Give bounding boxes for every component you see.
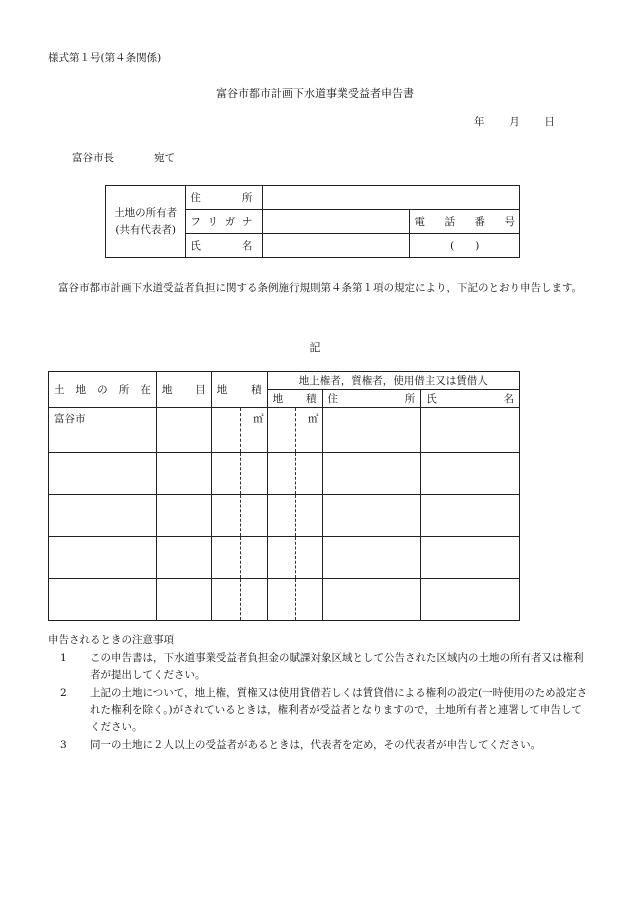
header-rights-name: 氏 名: [421, 390, 520, 408]
date-year: 年: [474, 116, 485, 128]
area-unit-cell: [240, 579, 267, 621]
area-unit-cell: [240, 495, 267, 537]
rights-name-cell[interactable]: [421, 495, 520, 537]
location-cell[interactable]: 富谷市: [49, 408, 157, 453]
furigana-field[interactable]: [263, 210, 410, 234]
document-title: 富谷市都市計画下水道事業受益者申告書: [216, 87, 414, 100]
area-cell[interactable]: [211, 408, 240, 453]
rights-area-cell[interactable]: [267, 408, 295, 453]
category-cell[interactable]: [156, 579, 211, 621]
tel-field[interactable]: ( ): [410, 234, 520, 258]
header-rights-group: 地上権者，質権者，使用借主又は賃借人: [267, 372, 519, 390]
rights-area-unit-cell: [295, 537, 322, 579]
furigana-label: フ リ ガ ナ: [186, 210, 263, 234]
rights-name-cell[interactable]: [421, 579, 520, 621]
area-cell[interactable]: [211, 537, 240, 579]
tel-label: 電 話 番 号: [410, 210, 520, 234]
owner-label-line1: 土地の所有者: [114, 206, 178, 219]
category-cell[interactable]: [156, 408, 211, 453]
rights-name-cell[interactable]: [421, 408, 520, 453]
owner-label: [106, 186, 186, 258]
rights-address-cell[interactable]: [322, 408, 421, 453]
address-label: 住 所: [186, 186, 263, 210]
location-cell[interactable]: [49, 495, 157, 537]
rights-address-cell[interactable]: [322, 453, 421, 495]
rights-name-cell[interactable]: [421, 537, 520, 579]
category-cell[interactable]: [156, 537, 211, 579]
name-label: 氏 名: [186, 234, 263, 258]
addressee: [72, 150, 175, 165]
rights-area-unit-cell: [295, 495, 322, 537]
category-cell[interactable]: [156, 495, 211, 537]
owner-label-line2: (共有代表者): [115, 223, 177, 236]
declaration-paragraph: 富谷市都市計画下水道受益者負担に関する条例施行規則第４条第１項の規定により，下記のとおり申告します。: [58, 282, 583, 294]
land-table: [48, 371, 520, 621]
rights-name-cell[interactable]: [421, 453, 520, 495]
category-cell[interactable]: [156, 453, 211, 495]
area-cell[interactable]: [211, 453, 240, 495]
location-cell[interactable]: [49, 579, 157, 621]
location-cell[interactable]: [49, 453, 157, 495]
address-field[interactable]: [263, 186, 520, 210]
table-row: [49, 579, 520, 621]
note-item: 2 上記の土地について，地上権，質権又は使用貸借若しくは賃貸借による権利の設定(一時使用のため設定された権利を除く。)がされているときは，権利者が受益者となりますので，土地所有者と連署して申告してください。: [60, 687, 588, 733]
rights-area-cell[interactable]: [267, 537, 295, 579]
header-location: 土 地 の 所 在: [49, 372, 157, 408]
ki-heading: 記: [309, 341, 321, 354]
date-month: 月: [509, 116, 520, 128]
owner-table: [105, 185, 520, 258]
area-unit-cell: [240, 537, 267, 579]
rights-area-cell[interactable]: [267, 453, 295, 495]
area-unit-cell: [240, 453, 267, 495]
rights-address-cell[interactable]: [322, 579, 421, 621]
addressee-suffix: 宛て: [154, 152, 175, 164]
rights-area-unit-cell: [295, 579, 322, 621]
header-rights-area: 地 積: [267, 390, 322, 408]
notes-list: [48, 650, 588, 755]
table-row: [49, 495, 520, 537]
rights-address-cell[interactable]: [322, 537, 421, 579]
note-item: 3 同一の土地に２人以上の受益者があるときは，代表者を定め，その代表者が申告してください。: [60, 739, 542, 751]
header-rights-address: 住 所: [322, 390, 421, 408]
rights-area-cell[interactable]: [267, 579, 295, 621]
rights-address-cell[interactable]: [322, 495, 421, 537]
notes-heading: 申告されるときの注意事項: [48, 634, 174, 646]
area-unit: ㎡: [240, 408, 267, 453]
date-line: [474, 114, 555, 129]
header-category: 地 目: [156, 372, 211, 408]
rights-area-unit: ㎡: [295, 408, 322, 453]
table-row: [49, 453, 520, 495]
table-row: [49, 537, 520, 579]
area-cell[interactable]: [211, 495, 240, 537]
area-cell[interactable]: [211, 579, 240, 621]
addressee-name: 富谷市長: [72, 152, 114, 164]
rights-area-cell[interactable]: [267, 495, 295, 537]
name-field[interactable]: [263, 234, 410, 258]
note-item: 1 この申告書は，下水道事業受益者負担金の賦課対象区域として公告された区域内の土地の所有者又は権利者が提出してください。: [60, 652, 584, 681]
date-day: 日: [544, 116, 555, 128]
location-cell[interactable]: [49, 537, 157, 579]
header-area: 地 積: [211, 372, 267, 408]
table-row: [49, 408, 520, 453]
rights-area-unit-cell: [295, 453, 322, 495]
form-number: 様式第１号(第４条関係): [48, 52, 162, 64]
